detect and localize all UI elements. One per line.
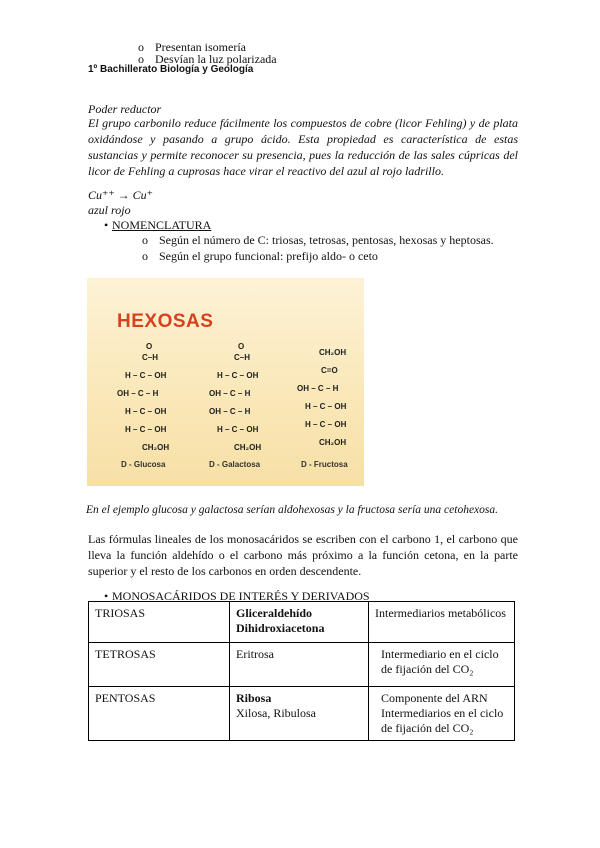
bullet-marker: •: [104, 218, 109, 232]
molecule-name: D - Galactosa: [209, 460, 261, 469]
table-cell: Intermediarios metabólicos: [369, 602, 515, 643]
formula-row: H – C – OH: [125, 425, 167, 434]
list-item-text: Según el grupo funcional: prefijo aldo- o ceto: [159, 249, 378, 263]
bullet-heading: [104, 218, 211, 233]
formula-row: H – C – OH: [217, 371, 259, 380]
table-cell: Eritrosa: [230, 643, 369, 687]
figure-title: HEXOSAS: [117, 311, 214, 332]
list-marker: o: [138, 40, 144, 54]
list-item: [142, 249, 378, 264]
monosaccharides-table: [88, 601, 515, 741]
formula-row: H – C – OH: [305, 420, 347, 429]
cell-line: Xilosa, Ribulosa: [236, 706, 316, 720]
linear-formula-paragraph: Las fórmulas lineales de los monosacáridos se escriben con el carbono 1, el carbono que lleva la función aldehído o el carbono más próximo a la función cetona, en la parte superior y el resto de los carbonos en orden descendente.: [88, 532, 518, 578]
table-cell: TETROSAS: [89, 643, 230, 687]
reaction-formula: Cu⁺⁺ → Cu⁺: [88, 188, 154, 202]
section-title: Poder reductor: [88, 102, 162, 116]
formula-row: CH₂OH: [319, 348, 347, 357]
formula-row: CH₂OH: [319, 438, 347, 447]
formula-row: OH – C – H: [209, 389, 251, 398]
formula-row: H – C – OH: [217, 425, 259, 434]
heading-text: MONOSACÁRIDOS DE INTERÉS Y DERIVADOS: [112, 589, 370, 603]
figure-caption: En el ejemplo glucosa y galactosa serían aldohexosas y la fructosa sería una cetohexosa.: [86, 504, 499, 516]
formula-row: H – C – OH: [305, 402, 347, 411]
bullet-marker: •: [104, 589, 109, 603]
table-row: [89, 602, 515, 643]
table-row: [89, 687, 515, 741]
list-item-text: Según el número de C: triosas, tetrosas, pentosas, hexosas y heptosas.: [159, 233, 494, 247]
molecule-name: D - Glucosa: [121, 460, 166, 469]
reaction-colors: azul rojo: [88, 203, 131, 217]
formula-row: O: [146, 342, 153, 351]
formula-row: OH – C – H: [117, 389, 159, 398]
formula-row: CH₂OH: [142, 443, 170, 452]
list-item-text: Presentan isomería: [155, 40, 246, 54]
reducing-paragraph: El grupo carbonilo reduce fácilmente los compuestos de cobre (licor Fehling) y de plata oxidándose y pasando a grupo ácido. Esta propiedad es característica de estas sustancias y permite reconocer su presencia, pues la reducción de las sales cúpricas del licor de Fehling a cuprosas hace virar el reactivo del azul al rojo ladrillo.: [88, 116, 518, 178]
list-marker: o: [142, 233, 148, 247]
cell-line: Gliceraldehído: [236, 606, 312, 620]
list-item: [142, 233, 494, 248]
cell-line: Dihidroxiacetona: [236, 621, 325, 635]
table-cell: Intermediario en el ciclo de fijación del CO₂: [369, 643, 515, 687]
formula-row: C=O: [321, 366, 338, 375]
heading-text: NOMENCLATURA: [112, 218, 212, 232]
table-cell: [230, 602, 369, 643]
cell-line: Ribosa: [236, 691, 272, 705]
formula-row: OH – C – H: [209, 407, 251, 416]
list-item-text: Desvían la luz polarizada: [155, 52, 277, 66]
table-row: [89, 643, 515, 687]
formula-row: H – C – OH: [125, 371, 167, 380]
table-cell: PENTOSAS: [89, 687, 230, 741]
formula-row: O: [238, 342, 245, 351]
list-marker: o: [138, 52, 144, 66]
hexoses-figure: [87, 278, 364, 486]
table-cell: TRIOSAS: [89, 602, 230, 643]
formula-row: OH – C – H: [297, 384, 339, 393]
formula-row: H – C – OH: [125, 407, 167, 416]
formula-row: C–H: [234, 353, 251, 362]
table-cell: Componente del ARN Intermediarios en el ciclo de fijación del CO₂: [369, 687, 515, 741]
list-marker: o: [142, 249, 148, 263]
table-cell: [230, 687, 369, 741]
formula-row: C–H: [142, 353, 159, 362]
formula-row: CH₂OH: [234, 443, 262, 452]
page-header: 1º Bachillerato Biología y Geología: [88, 64, 254, 75]
molecule-name: D - Fructosa: [301, 460, 348, 469]
